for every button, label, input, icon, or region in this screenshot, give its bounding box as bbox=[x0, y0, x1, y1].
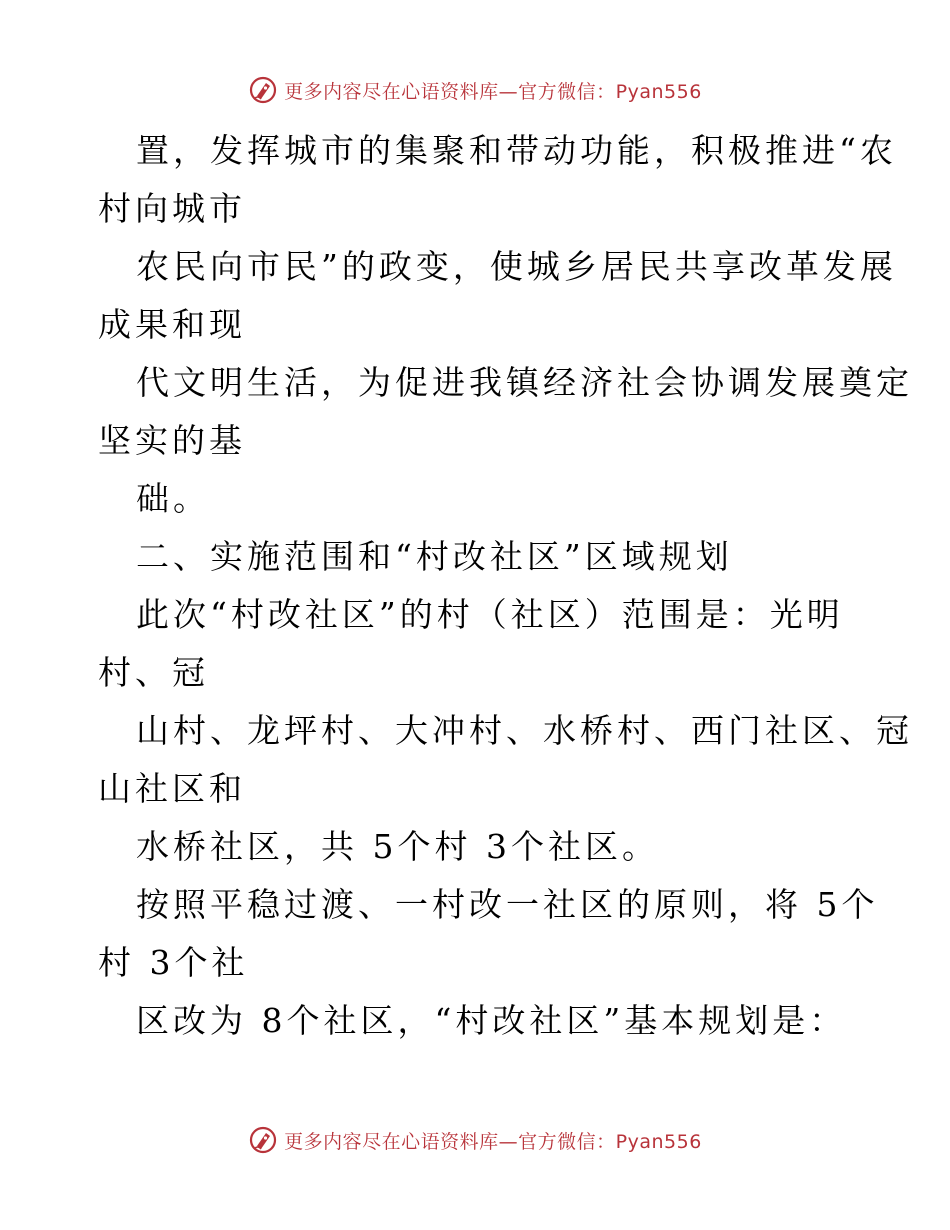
text-line: 山村、龙坪村、大冲村、水桥村、西门社区、冠 bbox=[136, 711, 913, 750]
footer-watermark bbox=[0, 1122, 950, 1158]
text-line: 二、实施范围和“村改社区”区域规划 bbox=[136, 537, 733, 576]
text-line: 坚实的基 bbox=[98, 421, 246, 460]
text-line: 水桥社区，共 5个村 3个社区。 bbox=[136, 827, 659, 866]
text-line: 代文明生活，为促进我镇经济社会协调发展奠定 bbox=[136, 363, 913, 402]
text-line: 按照平稳过渡、一村改一社区的原则，将 5个 bbox=[136, 885, 879, 924]
watermark-text: 更多内容尽在心语资料库—官方微信：Pyan556 bbox=[284, 80, 702, 103]
text-line: 置，发挥城市的集聚和带动功能，积极推进“农 bbox=[136, 131, 897, 170]
text-line: 区改为 8个社区，“村改社区”基本规划是： bbox=[136, 1001, 847, 1040]
text-line: 村 3个社 bbox=[98, 943, 249, 982]
pen-nib-logo-icon bbox=[248, 75, 278, 105]
text-line: 础。 bbox=[136, 479, 210, 518]
text-line: 农民向市民”的政变，使城乡居民共享改革发展 bbox=[136, 247, 897, 286]
pen-nib-logo-icon bbox=[248, 1125, 278, 1155]
document-body bbox=[98, 122, 913, 1050]
watermark-text: 更多内容尽在心语资料库—官方微信：Pyan556 bbox=[284, 1130, 702, 1153]
text-line: 村向城市 bbox=[98, 189, 246, 228]
header-watermark bbox=[0, 72, 950, 108]
text-line: 此次“村改社区”的村（社区）范围是：光明 bbox=[136, 595, 844, 634]
text-line: 山社区和 bbox=[98, 769, 246, 808]
text-line: 村、冠 bbox=[98, 653, 209, 692]
text-line: 成果和现 bbox=[98, 305, 246, 344]
